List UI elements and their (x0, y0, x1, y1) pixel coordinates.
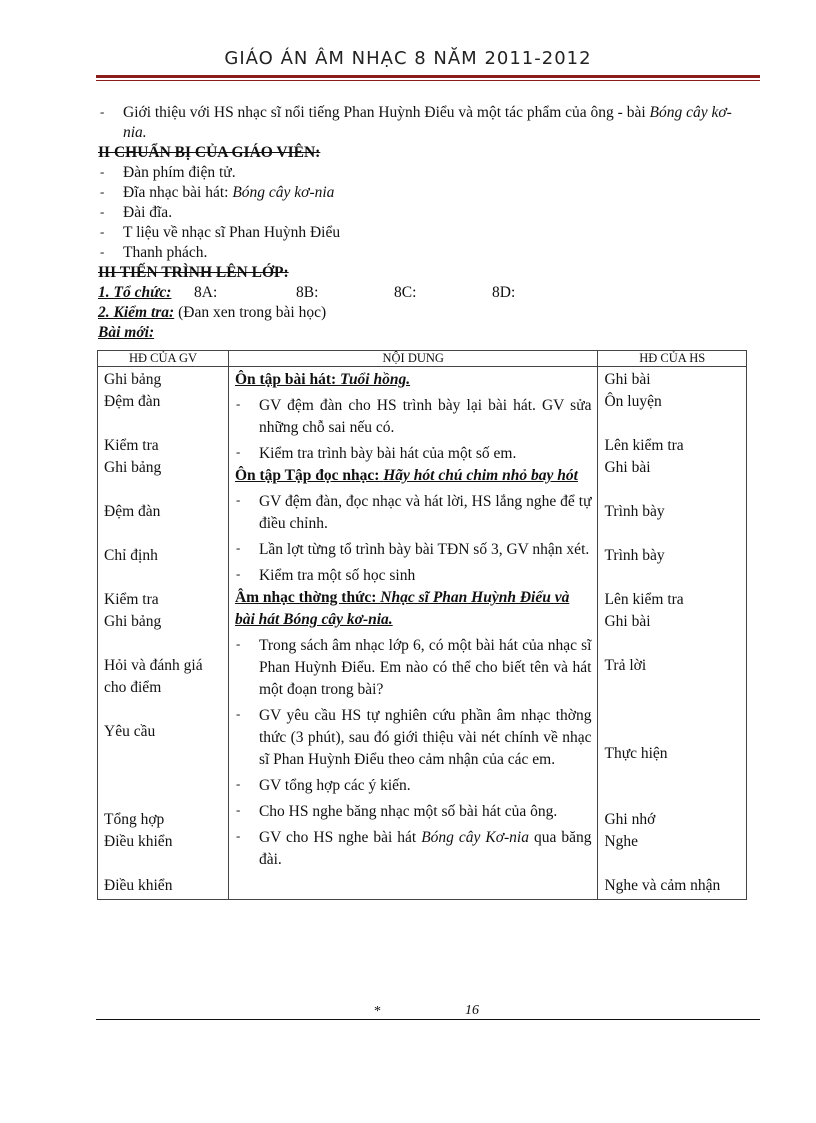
content-item: - GV yêu cầu HS tự nghiên cứu phần âm nhạc thờng thức (3 phút), sau đó giới thiệu vài nét chính về nhạc sĩ Phan Huỳnh Điểu theo cảm nhận của các em. (235, 705, 592, 771)
lesson-table (97, 350, 747, 900)
class-label: 8D: (492, 284, 516, 301)
prep-item: - Đĩa nhạc bài hát: Bóng cây kơ-nia (98, 183, 748, 203)
prep-item: - T liệu về nhạc sĩ Phan Huỳnh Điểu (98, 223, 748, 243)
prep-item: - Đàn phím điện tử. (98, 163, 748, 183)
class-label: 8A: (194, 284, 218, 301)
lesson-intro (98, 103, 748, 343)
part-heading: Ôn tập bài hát: Tuổi hồng. (234, 371, 411, 388)
class-label: 8C: (394, 284, 417, 301)
lesson-content (228, 367, 598, 900)
organization-row (98, 283, 748, 303)
content-item: - GV tổng hợp các ý kiến. (235, 775, 592, 797)
page-header: GIÁO ÁN ÂM NHẠC 8 NĂM 2011-2012 (224, 48, 592, 69)
content-item: - Trong sách âm nhạc lớp 6, có một bài hát của nhạc sĩ Phan Huỳnh Điểu. Em nào có thể cho biết tên và hát một đoạn trong bài? (235, 635, 592, 701)
content-item: - GV đệm đàn, đọc nhạc và hát lời, HS lắng nghe để tự điều chỉnh. (235, 491, 592, 535)
part-heading: Ôn tập Tập đọc nhạc: Hãy hót chú chim nhỏ bay hót (234, 467, 578, 484)
content-item: - Kiểm tra trình bày bài hát của một số em. (235, 443, 592, 465)
content-item: - GV cho HS nghe bài hát Bóng cây Kơ-nia qua băng đài. (235, 827, 592, 871)
prep-item: - Thanh phách. (98, 243, 748, 263)
part-heading: Âm nhạc thờng thức: Nhạc sĩ Phan Huỳnh Điểu và bài hát Bóng cây kơ-nia. (234, 589, 570, 628)
footer-rule (96, 1019, 760, 1020)
content-item: - Cho HS nghe băng nhạc một số bài hát của ông. (235, 801, 592, 823)
check-row: 2. Kiểm tra: (Đan xen trong bài học) (98, 304, 327, 321)
organization-label: 1. Tổ chức: (98, 284, 172, 301)
header-rule-thick (96, 75, 760, 78)
student-activities: Ghi bài Ôn luyện Lên kiểm tra Ghi bài Trình bày Trình bày Lên kiểm tra Ghi bài Trả lời Thực hiện Ghi nhớ Nghe Nghe và cảm nhận (598, 367, 747, 900)
header-student: HĐ CỦA HS (598, 351, 747, 367)
teacher-activities: Ghi bảng Đệm đàn Kiểm tra Ghi bảng Đệm đàn Chỉ định Kiểm tra Ghi bảng Hỏi và đánh giá cho điểm Yêu cầu Tổng hợp Điều khiển Điều khiển (98, 367, 229, 900)
footer-mark: * (374, 1004, 381, 1019)
content-item: - GV đệm đàn cho HS trình bày lại bài hát. GV sửa những chỗ sai nếu có. (235, 395, 592, 439)
header-teacher: HĐ CỦA GV (98, 351, 229, 367)
prep-item: - Đài đĩa. (98, 203, 748, 223)
header-rule-thin (96, 80, 760, 81)
content-item: - Lần lợt từng tổ trình bày bài TĐN số 3, GV nhận xét. (235, 539, 592, 561)
content-item: - Kiểm tra một số học sinh (235, 565, 592, 587)
section-title-preparation: II CHUẨN BỊ CỦA GIÁO VIÊN: (98, 144, 321, 161)
header-content: NỘI DUNG (228, 351, 598, 367)
page-number: 16 (465, 1003, 479, 1018)
class-label: 8B: (296, 284, 319, 301)
new-lesson-label: Bài mới: (98, 324, 155, 341)
intro-item: - Giới thiệu với HS nhạc sĩ nổi tiếng Phan Huỳnh Điểu và một tác phẩm của ông - bài Bóng cây kơ-nia. (98, 103, 748, 143)
section-title-procedure: III TIẾN TRÌNH LÊN LỚP: (98, 264, 289, 281)
